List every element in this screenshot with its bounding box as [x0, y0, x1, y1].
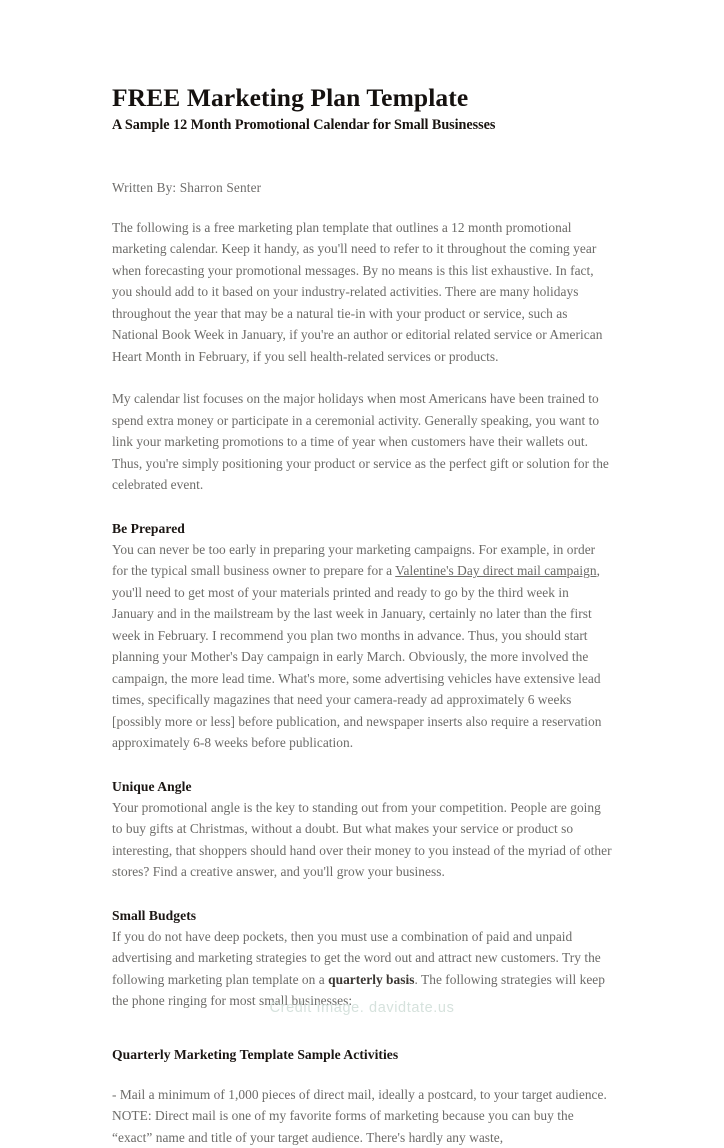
page-title: FREE Marketing Plan Template	[112, 83, 469, 112]
intro-paragraph: The following is a free marketing plan template that outlines a 12 month promotional marketing calendar. Keep it handy, as you'll need to refer to it throughout the coming year when forecasting your promotional messages. By no means is this list exhaustive. In fact, you should add to it based on your industry-related activities. There are many holidays throughout the year that may be a natural tie-in with your product or service, such as National Book Week in January, if you're an author or editorial related service or American Heart Month in February, if you sell health-related services or products.	[112, 219, 603, 364]
be-prepared-paragraph	[112, 539, 612, 754]
credit-watermark: Credit Image. davidtate.us	[269, 1000, 455, 1016]
be-prepared-text-after-link: , you'll need to get most of your materials printed and ready to go by the third week in January and in the mailstream by the last week in January, certainly no later than the first week in February. I recommend you plan two months in advance. Thus, you should start planning your Mother's Day campaign in early March. Obviously, the more involved the campaign, the more lead time. What's more, some advertising vehicles have extensive lead times, specifically magazines that need your camera-ready ad approximately 6 weeks [possibly more or less] before publication, and newspaper inserts also require a reservation approximately 6-8 weeks before publication.	[112, 563, 602, 751]
section-heading-small-budgets: Small Budgets	[112, 907, 197, 923]
section-heading-be-prepared: Be Prepared	[112, 520, 185, 536]
author-byline: Written By: Sharron Senter	[112, 179, 262, 195]
be-prepared-text-before-link: You can never be too early in preparing your marketing campaigns. For example, in order for the typical small business owner to prepare for a	[112, 541, 596, 579]
page-subtitle: A Sample 12 Month Promotional Calendar for Small Businesses	[112, 116, 496, 133]
section-heading-unique-angle: Unique Angle	[112, 778, 192, 794]
small-budgets-paragraph	[112, 926, 612, 1012]
document-content	[112, 84, 612, 1148]
calendar-paragraph: My calendar list focuses on the major holidays when most Americans have been trained to spend extra money or participate in a ceremonial activity. Generally speaking, you want to link your marketing promotions to a time of year when customers have their wallets out. Thus, you're simply positioning your product or service as the perfect gift or solution for the celebrated event.	[112, 391, 609, 493]
small-budgets-text-after-bold: . The following strategies will keep the phone ringing for most small businesses:	[112, 971, 605, 1009]
section-heading-quarterly-activities: Quarterly Marketing Template Sample Activities	[112, 1046, 399, 1062]
quarterly-basis-emphasis: quarterly basis	[328, 971, 415, 987]
quarterly-activities-paragraph: - Mail a minimum of 1,000 pieces of direct mail, ideally a postcard, to your target audience. NOTE: Direct mail is one of my favorite forms of marketing because you can buy the “exact” name and title of your target audience. There's hardly any waste,	[112, 1086, 607, 1145]
unique-angle-paragraph: Your promotional angle is the key to standing out from your competition. People are going to buy gifts at Christmas, without a doubt. But what makes your service or product so interesting, that shoppers should hand over their money to you instead of the myriad of other stores? Find a creative answer, and you'll grow your business.	[112, 799, 612, 880]
valentines-campaign-link[interactable]: Valentine's Day direct mail campaign	[395, 563, 597, 579]
small-budgets-text-before-bold: If you do not have deep pockets, then you must use a combination of paid and unpaid advertising and marketing strategies to get the word out and attract new customers. Try the following marketing plan template on a	[112, 928, 601, 987]
